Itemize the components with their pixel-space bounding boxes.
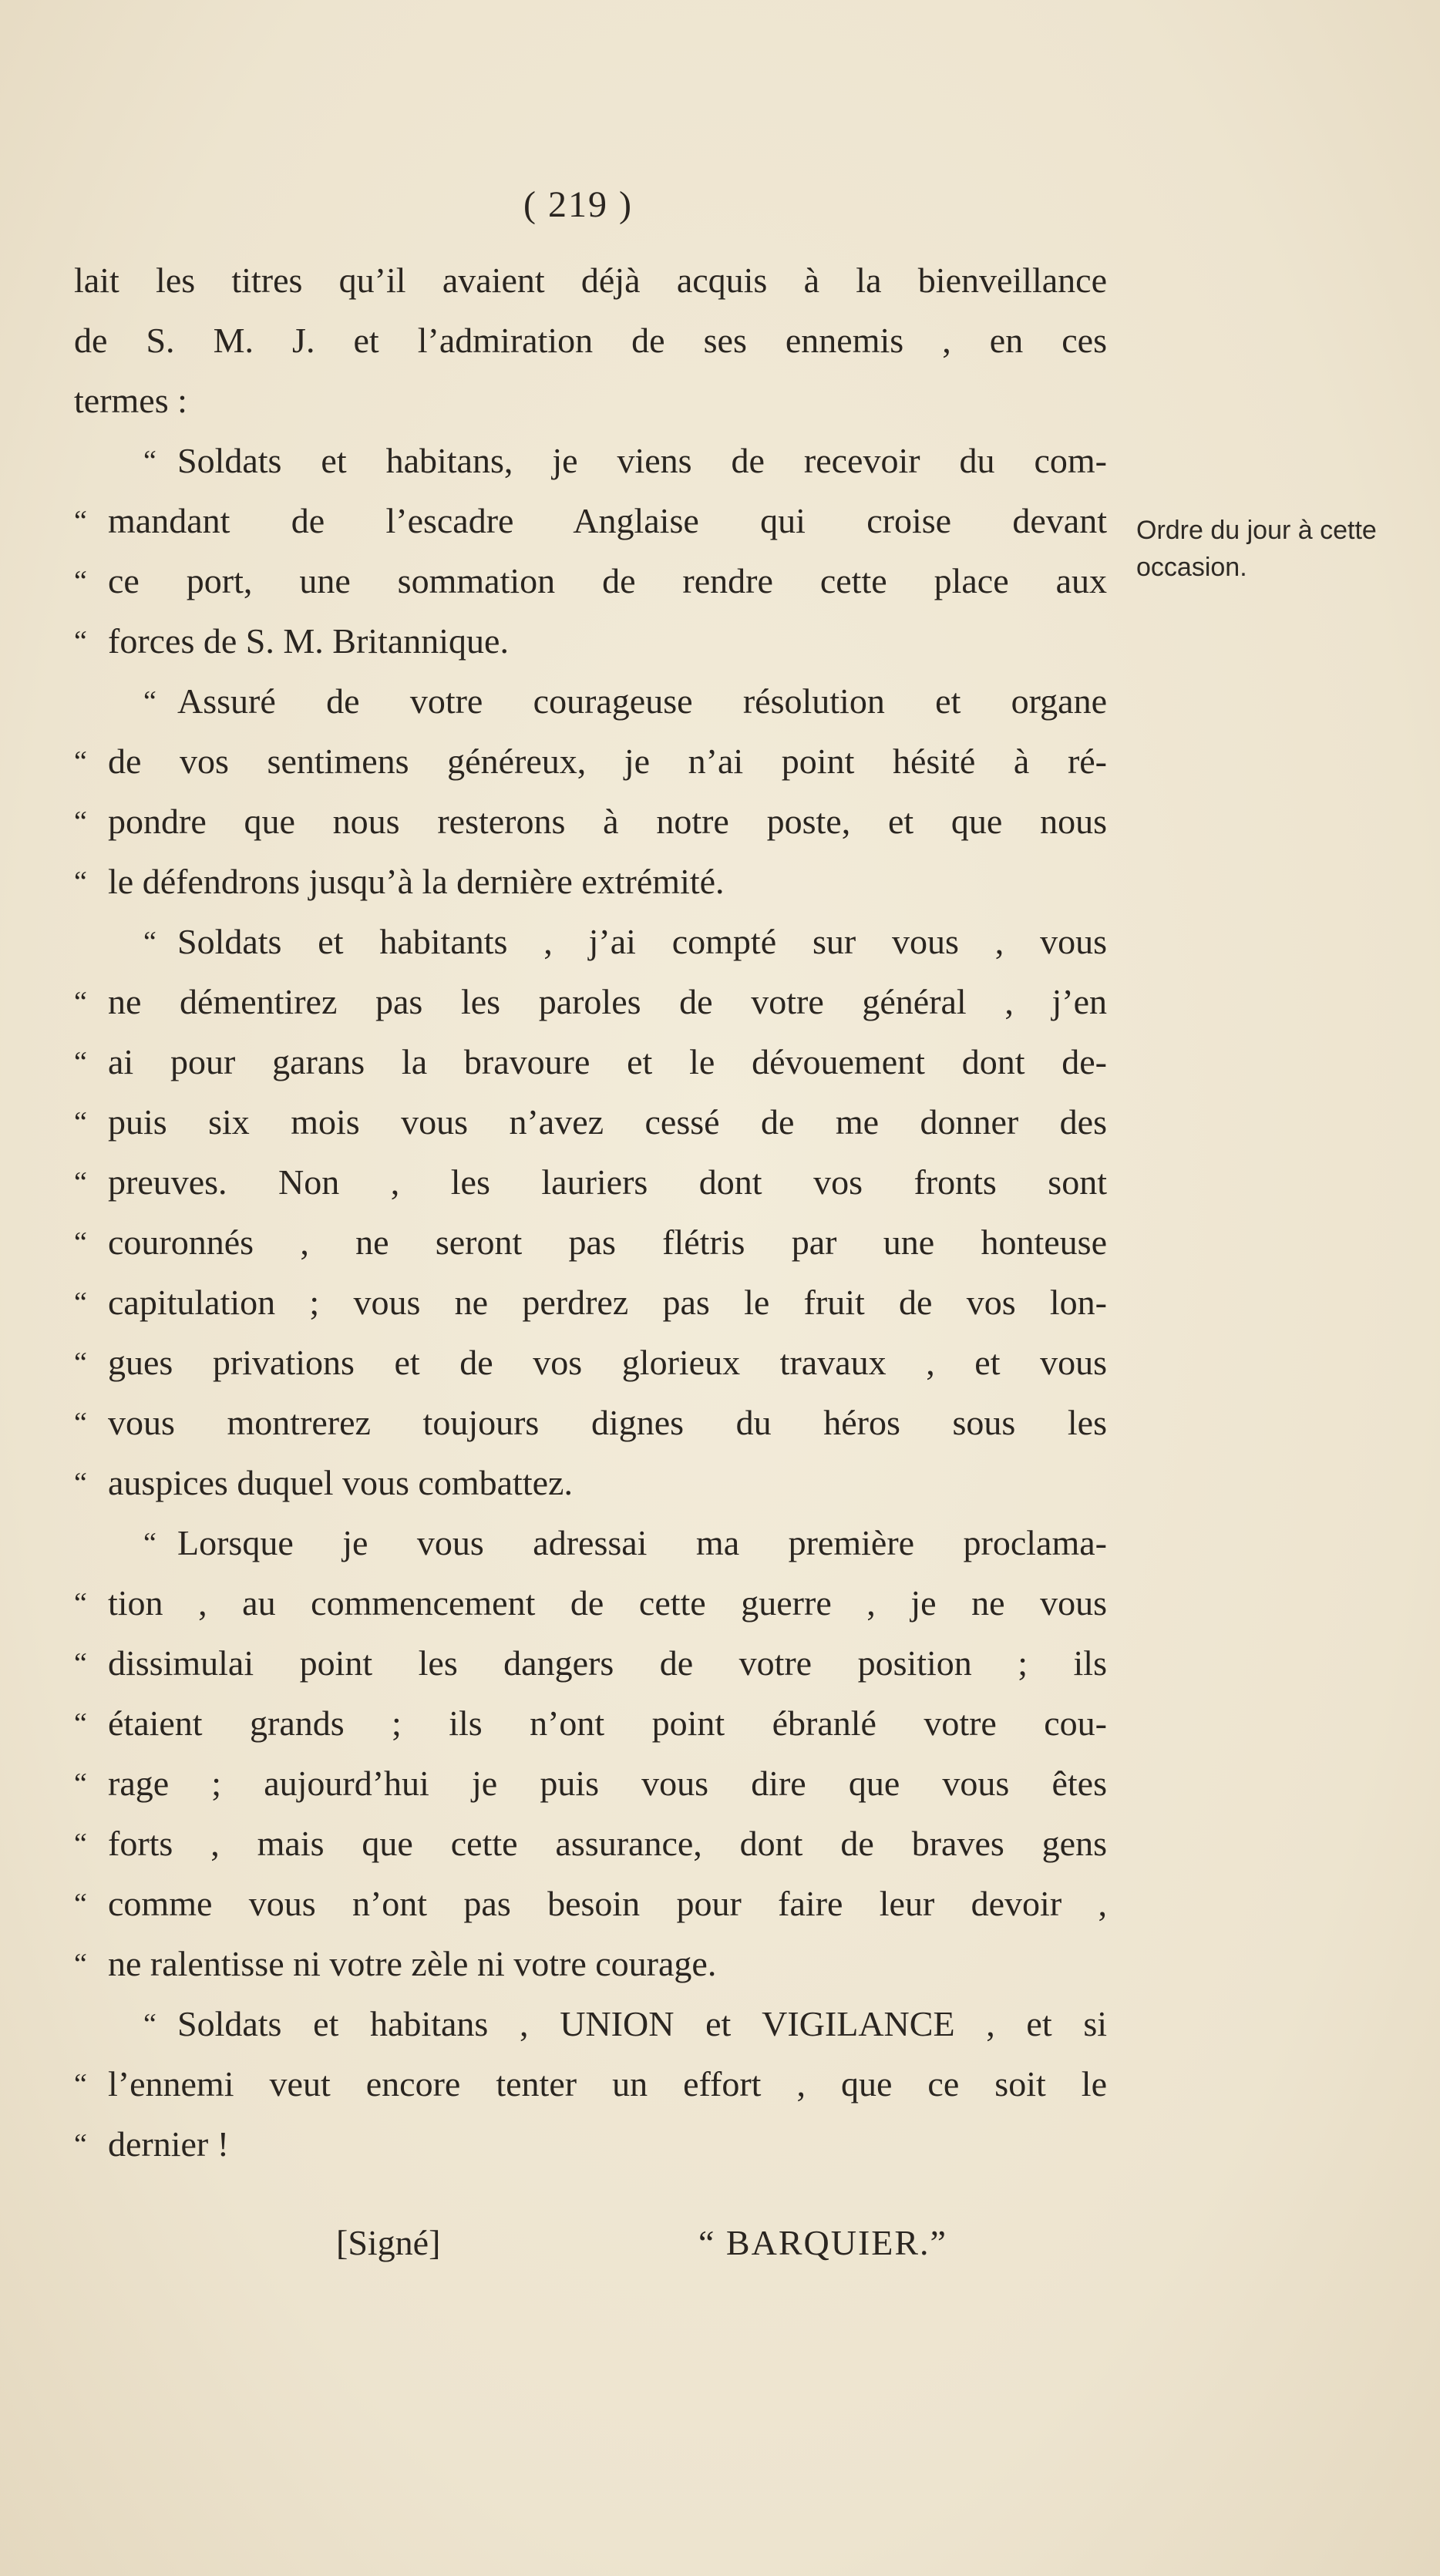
line-text: ai pour garans la bravoure et le dévouement dont de- bbox=[108, 1042, 1107, 1081]
line-text: Soldats et habitans , UNION et VIGILANCE , et si bbox=[177, 2004, 1107, 2043]
line-text: preuves. Non , les lauriers dont vos fronts sont bbox=[108, 1162, 1107, 1202]
quote-mark: “ bbox=[74, 1226, 87, 1259]
line-text: auspices duquel vous combattez. bbox=[108, 1463, 573, 1502]
line-text: de vos sentimens généreux, je n’ai point hésité à ré- bbox=[108, 742, 1107, 781]
line-text: ne démentirez pas les paroles de votre général , j’en bbox=[108, 982, 1107, 1021]
line-text: couronnés , ne seront pas flétris par une honteuse bbox=[108, 1222, 1107, 1262]
text-line bbox=[74, 671, 1107, 731]
line-text: l’ennemi veut encore tenter un effort , que ce soit le bbox=[108, 2064, 1107, 2104]
quote-mark: “ bbox=[74, 1467, 87, 1499]
quote-mark: “ bbox=[74, 1407, 87, 1439]
text-line bbox=[74, 611, 1107, 671]
page-number: ( 219 ) bbox=[523, 184, 633, 225]
quote-mark: “ bbox=[143, 445, 156, 477]
text-line bbox=[74, 972, 1107, 1032]
line-text: Soldats et habitans, je viens de recevoir du com- bbox=[177, 441, 1107, 480]
line-text: Lorsque je vous adressai ma première proclama- bbox=[177, 1523, 1107, 1562]
line-text: Soldats et habitants , j’ai compté sur vous , vous bbox=[177, 922, 1107, 961]
quote-mark: “ bbox=[74, 505, 87, 537]
quote-mark: “ bbox=[74, 1647, 87, 1680]
quote-mark: “ bbox=[74, 866, 87, 898]
line-text: pondre que nous resterons à notre poste, et que nous bbox=[108, 802, 1107, 841]
text-line bbox=[74, 1513, 1107, 1573]
quote-mark: “ bbox=[74, 1707, 87, 1740]
quote-mark: “ bbox=[74, 565, 87, 597]
text-line bbox=[74, 1814, 1107, 1874]
text-line bbox=[74, 1333, 1107, 1393]
text-line bbox=[74, 1874, 1107, 1934]
line-text: termes : bbox=[74, 381, 187, 420]
text-line bbox=[74, 1633, 1107, 1693]
text-line bbox=[74, 912, 1107, 972]
text-line bbox=[74, 1152, 1107, 1212]
quote-mark: “ bbox=[74, 986, 87, 1018]
quote-mark: “ bbox=[143, 926, 156, 958]
line-text: puis six mois vous n’avez cessé de me donner des bbox=[108, 1102, 1107, 1142]
line-text: étaient grands ; ils n’ont point ébranlé votre cou- bbox=[108, 1703, 1107, 1743]
text-line bbox=[74, 1092, 1107, 1152]
text-line bbox=[74, 2054, 1107, 2114]
quote-mark: “ bbox=[74, 1767, 87, 1800]
quote-mark: “ bbox=[143, 685, 156, 718]
signature-row bbox=[74, 2214, 1107, 2276]
quote-mark: “ bbox=[74, 2068, 87, 2100]
line-text: le défendrons jusqu’à la dernière extrémité. bbox=[108, 862, 725, 901]
line-text: ce port, une sommation de rendre cette place aux bbox=[108, 561, 1107, 600]
text-line bbox=[74, 1393, 1107, 1453]
margin-note: Ordre du jour à cette occasion. bbox=[1136, 516, 1377, 582]
quote-mark: “ bbox=[74, 1286, 87, 1319]
text-line bbox=[74, 852, 1107, 912]
quote-mark: “ bbox=[74, 625, 87, 657]
text-line bbox=[74, 551, 1107, 611]
quote-mark: “ bbox=[74, 805, 87, 838]
text-line bbox=[74, 1754, 1107, 1814]
line-text: rage ; aujourd’hui je puis vous dire que vous êtes bbox=[108, 1764, 1107, 1803]
quote-mark: “ bbox=[74, 1587, 87, 1619]
line-text: capitulation ; vous ne perdrez pas le fruit de vos lon- bbox=[108, 1283, 1107, 1322]
quote-mark: “ bbox=[74, 1106, 87, 1138]
text-line bbox=[74, 731, 1107, 792]
line-text: ne ralentisse ni votre zèle ni votre courage. bbox=[108, 1944, 717, 1983]
line-text: dissimulai point les dangers de votre position ; ils bbox=[108, 1643, 1107, 1683]
text-line bbox=[74, 371, 1107, 431]
body-text bbox=[74, 251, 1107, 2174]
quote-mark: “ bbox=[74, 1888, 87, 1920]
line-text: de S. M. J. et l’admiration de ses ennemis , en ces bbox=[74, 321, 1107, 360]
quote-mark: “ bbox=[74, 1046, 87, 1078]
quote-mark: “ bbox=[74, 1828, 87, 1860]
quote-mark: “ bbox=[74, 745, 87, 778]
text-line bbox=[74, 1032, 1107, 1092]
text-line bbox=[74, 431, 1107, 491]
text-line bbox=[74, 1573, 1107, 1633]
line-text: tion , au commencement de cette guerre , je ne vous bbox=[108, 1583, 1107, 1623]
text-line bbox=[74, 1212, 1107, 1273]
quote-mark: “ bbox=[74, 1347, 87, 1379]
text-line bbox=[74, 1273, 1107, 1333]
line-text: Assuré de votre courageuse résolution et organe bbox=[177, 681, 1107, 721]
line-text: forces de S. M. Britannique. bbox=[108, 621, 509, 661]
line-text: mandant de l’escadre Anglaise qui croise devant bbox=[108, 501, 1107, 540]
line-text: dernier ! bbox=[108, 2124, 230, 2164]
quote-mark: “ bbox=[74, 1166, 87, 1199]
line-text: forts , mais que cette assurance, dont de braves gens bbox=[108, 1824, 1107, 1863]
text-line bbox=[74, 491, 1107, 551]
line-text: gues privations et de vos glorieux travaux , et vous bbox=[108, 1343, 1107, 1382]
text-line bbox=[74, 1934, 1107, 1994]
quote-mark: “ bbox=[143, 2008, 156, 2040]
text-line bbox=[74, 251, 1107, 311]
quote-mark: “ bbox=[74, 2128, 87, 2161]
line-text: lait les titres qu’il avaient déjà acquis à la bienveillance bbox=[74, 261, 1107, 300]
quote-mark: “ bbox=[74, 1948, 87, 1980]
text-line bbox=[74, 311, 1107, 371]
quote-mark: “ bbox=[143, 1527, 156, 1559]
line-text: vous montrerez toujours dignes du héros sous les bbox=[108, 1403, 1107, 1442]
text-line bbox=[74, 1453, 1107, 1513]
text-line bbox=[74, 1994, 1107, 2054]
text-line bbox=[74, 792, 1107, 852]
text-line bbox=[74, 2114, 1107, 2174]
line-text: comme vous n’ont pas besoin pour faire leur devoir , bbox=[108, 1884, 1107, 1923]
signature-label: [Signé] bbox=[336, 2223, 441, 2262]
signature-name: “ BARQUIER.” bbox=[698, 2223, 947, 2262]
text-line bbox=[74, 1693, 1107, 1754]
